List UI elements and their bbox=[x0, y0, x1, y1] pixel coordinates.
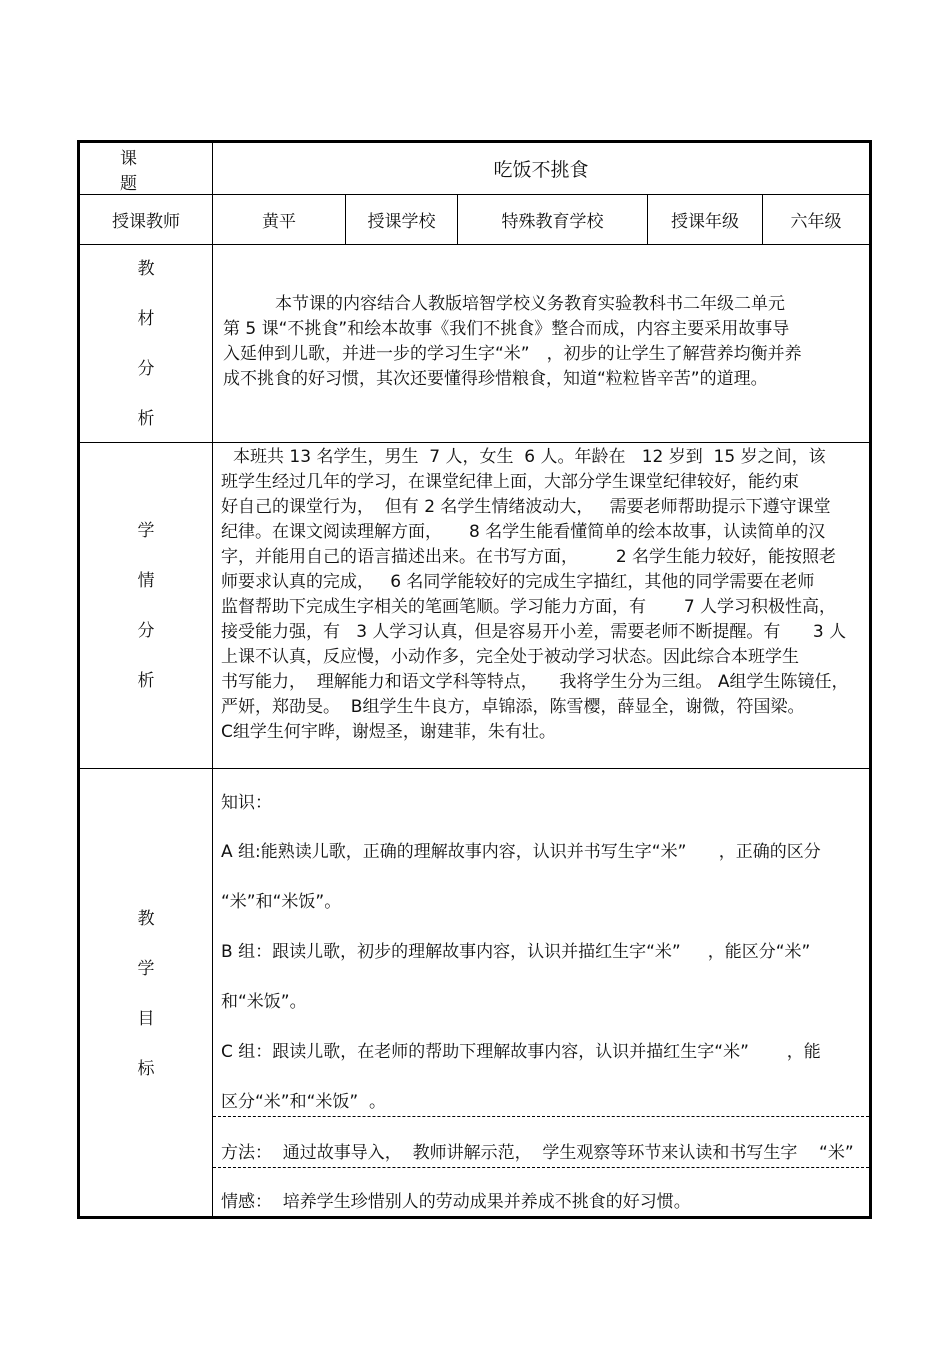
materials-label-char: 材 bbox=[137, 308, 155, 329]
materials-label-char: 析 bbox=[137, 408, 155, 429]
students-line: 纪律。在课文阅读理解方面， 8 名学生能看懂简单的绘本故事，认读简单的汉 bbox=[221, 522, 826, 542]
students-line: 监督帮助下完成生字相关的笔画笔顺。学习能力方面，有 7 人学习积极性高， bbox=[221, 597, 837, 617]
students-label-char: 析 bbox=[137, 670, 155, 691]
materials-label-char: 教 bbox=[137, 258, 155, 279]
emotion-text: 情感： 培养学生珍惜别人的劳动成果并养成不挑食的好习惯。 bbox=[221, 1192, 691, 1212]
objective-line-a2: “米”和“米饭”。 bbox=[221, 892, 342, 912]
objectives-label-char: 教 bbox=[137, 909, 155, 929]
students-label-char: 情 bbox=[137, 570, 155, 591]
knowledge-title: 知识： bbox=[221, 793, 272, 813]
objectives-label-char: 学 bbox=[137, 959, 155, 979]
grade-label: 授课年级 bbox=[648, 195, 763, 245]
students-line: 班学生经过几年的学习，在课堂纪律上面，大部分学生课堂纪律较好，能约束 bbox=[221, 472, 799, 492]
students-line: 本班共 13 名学生，男生 7 人，女生 6 人。年龄在 12 岁到 15 岁之间，该 bbox=[233, 447, 826, 467]
objective-line-b2: 和“米饭”。 bbox=[221, 992, 307, 1012]
dashed-divider bbox=[213, 1167, 869, 1168]
teacher-value: 黄平 bbox=[213, 195, 346, 245]
teacher-label: 授课教师 bbox=[80, 195, 213, 245]
dashed-divider bbox=[213, 1116, 869, 1117]
grade-value: 六年级 bbox=[763, 195, 869, 245]
students-line: 师要求认真的完成， 6 名同学能较好的完成生字描红，其他的同学需要在老师 bbox=[221, 572, 815, 592]
students-line: 好自己的课堂行为， 但有 2 名学生情绪波动大， 需要老师帮助提示下遵守课堂 bbox=[221, 497, 831, 517]
objective-line-c2: 区分“米”和“米饭” 。 bbox=[221, 1092, 387, 1112]
students-line: 接受能力强，有 3 人学习认真，但是容易开小差，需要老师不断提醒。有 3 人 bbox=[221, 622, 847, 642]
students-content bbox=[213, 443, 869, 769]
lesson-plan-table bbox=[77, 140, 872, 1219]
students-label-char: 学 bbox=[137, 520, 155, 541]
method-text: 方法： 通过故事导入， 教师讲解示范， 学生观察等环节来认读和书写生字 “米” bbox=[221, 1143, 854, 1163]
materials-label-char: 分 bbox=[137, 358, 155, 379]
objective-line-b1: B 组：跟读儿歌，初步的理解故事内容，认识并描红生字“米” ，能区分“米” bbox=[221, 942, 811, 962]
students-line: 严妍，郑劭旻。 B组学生牛良方，卓锦添，陈雪樱，薛显全，谢微，符国梁。 bbox=[221, 697, 805, 717]
students-line: 字，并能用自己的语言描述出来。在书写方面， 2 名学生能力较好，能按照老 bbox=[221, 547, 837, 567]
materials-content bbox=[213, 245, 869, 443]
school-label: 授课学校 bbox=[346, 195, 458, 245]
objectives-label-char: 目 bbox=[137, 1009, 155, 1029]
objectives-label bbox=[80, 769, 213, 1219]
materials-line: 第 5 课“不挑食”和绘本故事《我们不挑食》整合而成，内容主要采用故事导 bbox=[223, 319, 790, 339]
students-label bbox=[80, 443, 213, 769]
topic-label: 课题 bbox=[80, 143, 213, 195]
students-label-char: 分 bbox=[137, 620, 155, 641]
school-value: 特殊教育学校 bbox=[458, 195, 648, 245]
materials-line: 成不挑食的好习惯，其次还要懂得珍惜粮食，知道“粒粒皆辛苦”的道理。 bbox=[223, 369, 768, 389]
objective-line-c1: C 组：跟读儿歌，在老师的帮助下理解故事内容，认识并描红生字“米” ，能 bbox=[221, 1042, 821, 1062]
topic-title: 吃饭不挑食 bbox=[213, 143, 869, 195]
materials-line: 入延伸到儿歌，并进一步的学习生字“米” ，初步的让学生了解营养均衡并养 bbox=[223, 344, 802, 364]
students-line: C组学生何宇晔，谢煜圣，谢建菲，朱有壮。 bbox=[221, 722, 556, 742]
materials-label bbox=[80, 245, 213, 443]
students-line: 书写能力， 理解能力和语文学科等特点， 我将学生分为三组。 A组学生陈镜任， bbox=[221, 672, 849, 692]
materials-line: 本节课的内容结合人教版培智学校义务教育实验教科书二年级二单元 bbox=[275, 294, 785, 314]
students-line: 上课不认真，反应慢，小动作多，完全处于被动学习状态。因此综合本班学生 bbox=[221, 647, 799, 667]
objectives-label-char: 标 bbox=[137, 1059, 155, 1079]
objective-line-a1: A 组:能熟读儿歌，正确的理解故事内容，认识并书写生字“米” ，正确的区分 bbox=[221, 842, 821, 862]
